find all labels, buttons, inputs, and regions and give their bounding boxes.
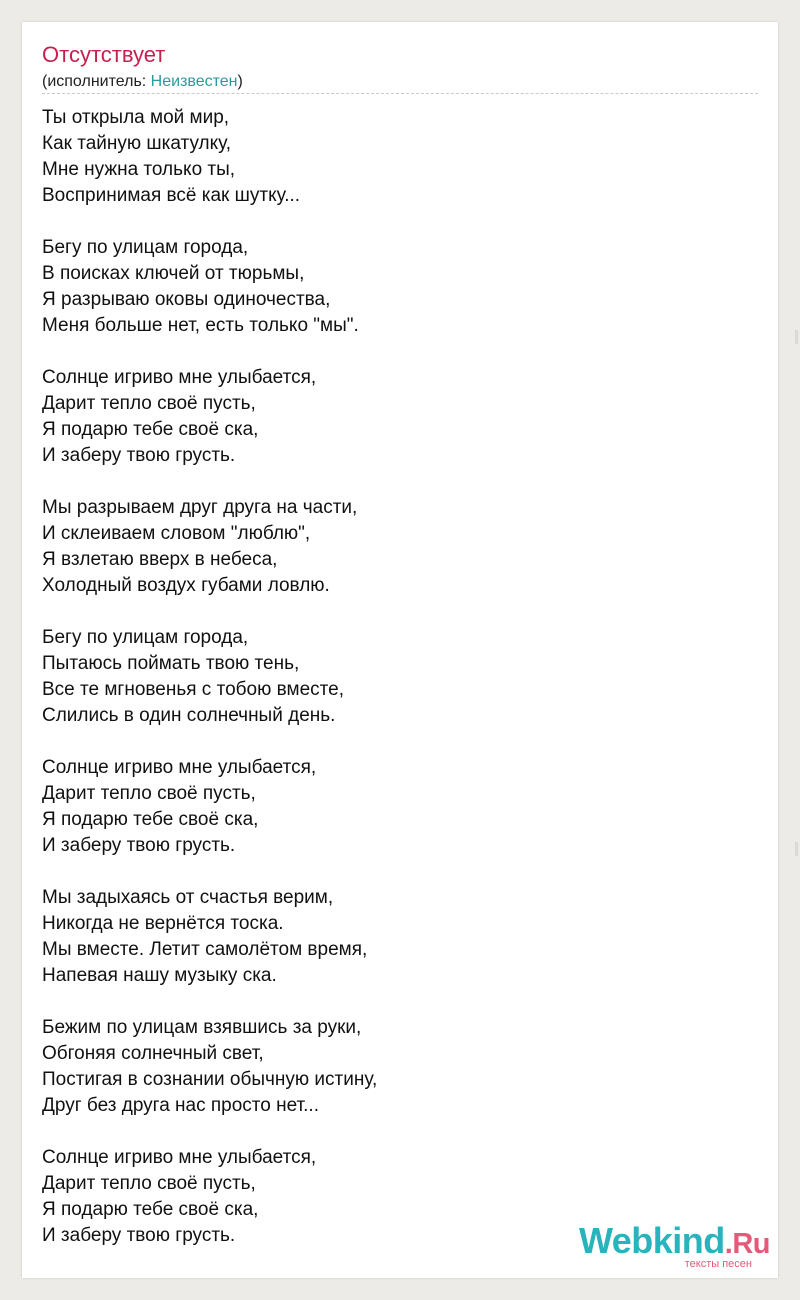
lyrics-line: Друг без друга нас просто нет...: [42, 1095, 319, 1116]
lyrics-stanza: [42, 105, 758, 209]
artist-suffix: ): [237, 73, 243, 90]
lyrics-line: Я разрываю оковы одиночества,: [42, 289, 331, 310]
lyrics-line: Мы разрываем друг друга на части,: [42, 497, 358, 518]
lyrics-card: [22, 22, 778, 1278]
lyrics-line: И заберу твою грусть.: [42, 1225, 236, 1246]
lyrics-line: И склеиваем словом "люблю",: [42, 523, 311, 544]
lyrics-line: Я взлетаю вверх в небеса,: [42, 549, 278, 570]
lyrics-line: Меня больше нет, есть только "мы".: [42, 315, 359, 336]
logo-tld: .Ru: [724, 1228, 770, 1260]
lyrics-body: [42, 105, 758, 1275]
lyrics-line: Дарит тепло своё пусть,: [42, 393, 256, 414]
lyrics-line: Никогда не вернётся тоска.: [42, 913, 284, 934]
lyrics-line: Слились в один солнечный день.: [42, 705, 336, 726]
lyrics-stanza: [42, 365, 758, 469]
lyrics-stanza: [42, 625, 758, 729]
artist-line: [42, 72, 243, 92]
lyrics-line: Напевая нашу музыку ска.: [42, 965, 277, 986]
lyrics-line: Мы задыхаясь от счастья верим,: [42, 887, 334, 908]
lyrics-line: И заберу твою грусть.: [42, 835, 236, 856]
lyrics-line: Обгоняя солнечный свет,: [42, 1043, 264, 1064]
artist-prefix: (исполнитель:: [42, 73, 151, 90]
lyrics-line: Мы вместе. Летит самолётом время,: [42, 939, 368, 960]
lyrics-stanza: [42, 495, 758, 599]
lyrics-line: Я подарю тебе своё ска,: [42, 809, 259, 830]
lyrics-line: Мне нужна только ты,: [42, 159, 236, 180]
lyrics-stanza: [42, 885, 758, 989]
lyrics-stanza: [42, 1015, 758, 1119]
lyrics-line: Воспринимая всё как шутку...: [42, 185, 301, 206]
lyrics-line: Бежим по улицам взявшись за руки,: [42, 1017, 362, 1038]
artist-link[interactable]: Неизвестен: [150, 73, 238, 90]
lyrics-line: Пытаюсь поймать твою тень,: [42, 653, 300, 674]
lyrics-line: Бегу по улицам города,: [42, 627, 249, 648]
lyrics-line: И заберу твою грусть.: [42, 445, 236, 466]
lyrics-line: Ты открыла мой мир,: [42, 107, 230, 128]
lyrics-line: Я подарю тебе своё ска,: [42, 419, 259, 440]
lyrics-line: В поисках ключей от тюрьмы,: [42, 263, 305, 284]
song-title: Отсутствует: [42, 42, 166, 67]
lyrics-line: Солнце игриво мне улыбается,: [42, 367, 317, 388]
dashed-divider: [42, 93, 758, 94]
lyrics-line: Как тайную шкатулку,: [42, 133, 232, 154]
logo-tagline: тексты песен: [684, 1258, 752, 1270]
logo-name: Webkind: [578, 1220, 725, 1261]
edge-decoration: [795, 330, 798, 344]
lyrics-stanza: [42, 235, 758, 339]
site-logo[interactable]: [578, 1220, 770, 1270]
lyrics-line: Постигая в сознании обычную истину,: [42, 1069, 378, 1090]
lyrics-line: Дарит тепло своё пусть,: [42, 783, 256, 804]
logo-wordmark: [578, 1220, 770, 1262]
lyrics-line: Солнце игриво мне улыбается,: [42, 757, 317, 778]
lyrics-line: Я подарю тебе своё ска,: [42, 1199, 259, 1220]
lyrics-line: Бегу по улицам города,: [42, 237, 249, 258]
lyrics-line: Дарит тепло своё пусть,: [42, 1173, 256, 1194]
edge-decoration: [795, 842, 798, 856]
lyrics-stanza: [42, 755, 758, 859]
lyrics-line: Все те мгновенья с тобою вместе,: [42, 679, 344, 700]
lyrics-line: Солнце игриво мне улыбается,: [42, 1147, 317, 1168]
lyrics-line: Холодный воздух губами ловлю.: [42, 575, 330, 596]
